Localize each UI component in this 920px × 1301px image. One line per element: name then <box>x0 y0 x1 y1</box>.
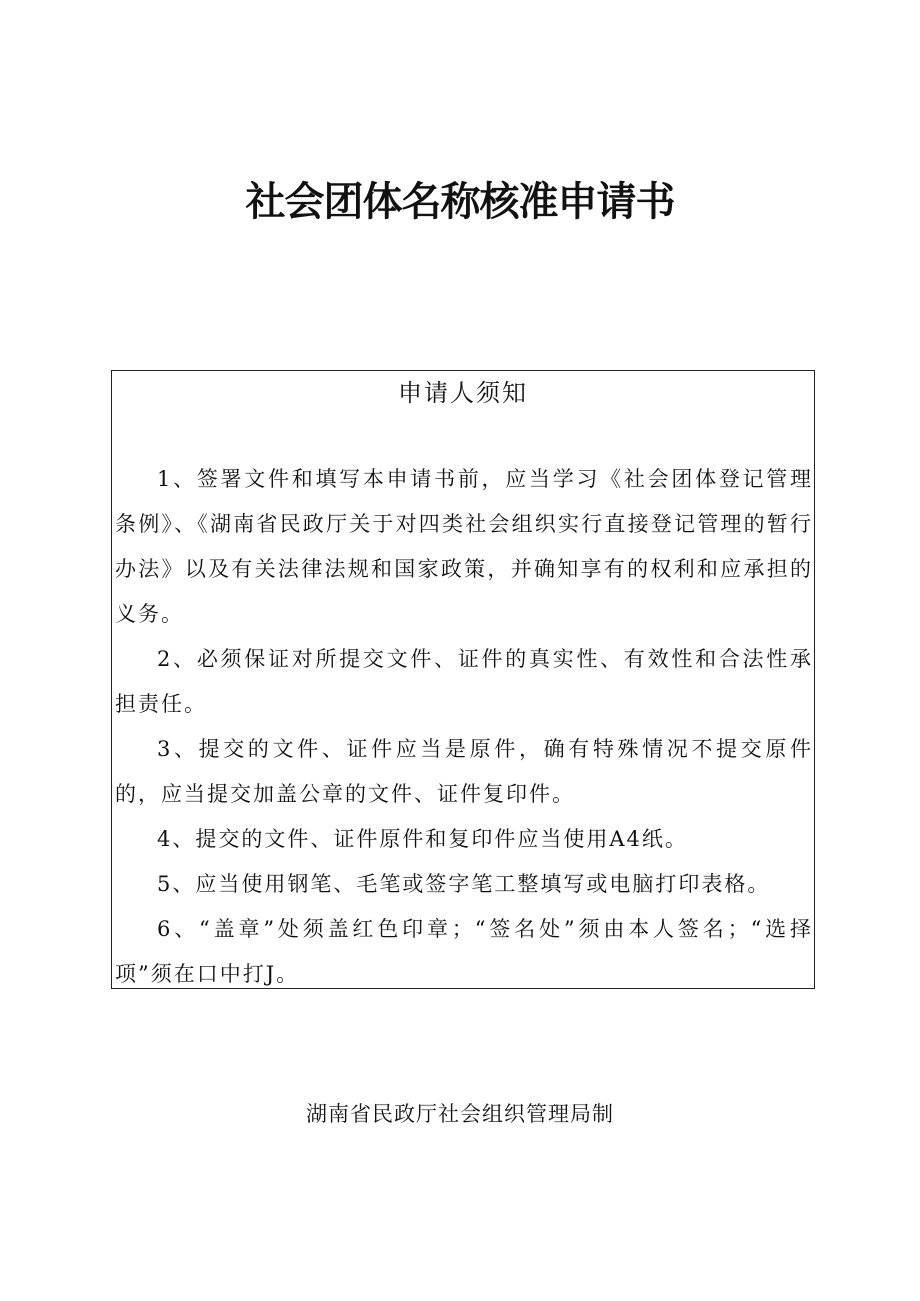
notice-list <box>115 457 813 997</box>
notice-item-3: 3、提交的文件、证件应当是原件，确有特殊情况不提交原件的，应当提交加盖公章的文件、证件复印件。 <box>115 737 813 806</box>
notice-item-2: 2、必须保证对所提交文件、证件的真实性、有效性和合法性承担责任。 <box>115 647 813 716</box>
document-title: 社会团体名称核准申请书 <box>245 179 675 225</box>
applicant-notice-box <box>111 370 815 989</box>
notice-item-6: 6、“盖章”处须盖红色印章；“签名处”须由本人签名；“选择项”须在口中打J。 <box>115 917 813 986</box>
issuer-footer: 湖南省民政厅社会组织管理局制 <box>306 1102 614 1126</box>
notice-item-4: 4、提交的文件、证件原件和复印件应当使用A4纸。 <box>157 827 688 851</box>
notice-item-1: 1、签署文件和填写本申请书前，应当学习《社会团体登记管理条例》、《湖南省民政厅关于对四类社会组织实行直接登记管理的暂行办法》以及有关法律法规和国家政策，并确知享有的权利和应承担的义务。 <box>115 467 813 626</box>
notice-item-5: 5、应当使用钢笔、毛笔或签字笔工整填写或电脑打印表格。 <box>157 872 771 896</box>
notice-heading: 申请人须知 <box>398 379 528 407</box>
